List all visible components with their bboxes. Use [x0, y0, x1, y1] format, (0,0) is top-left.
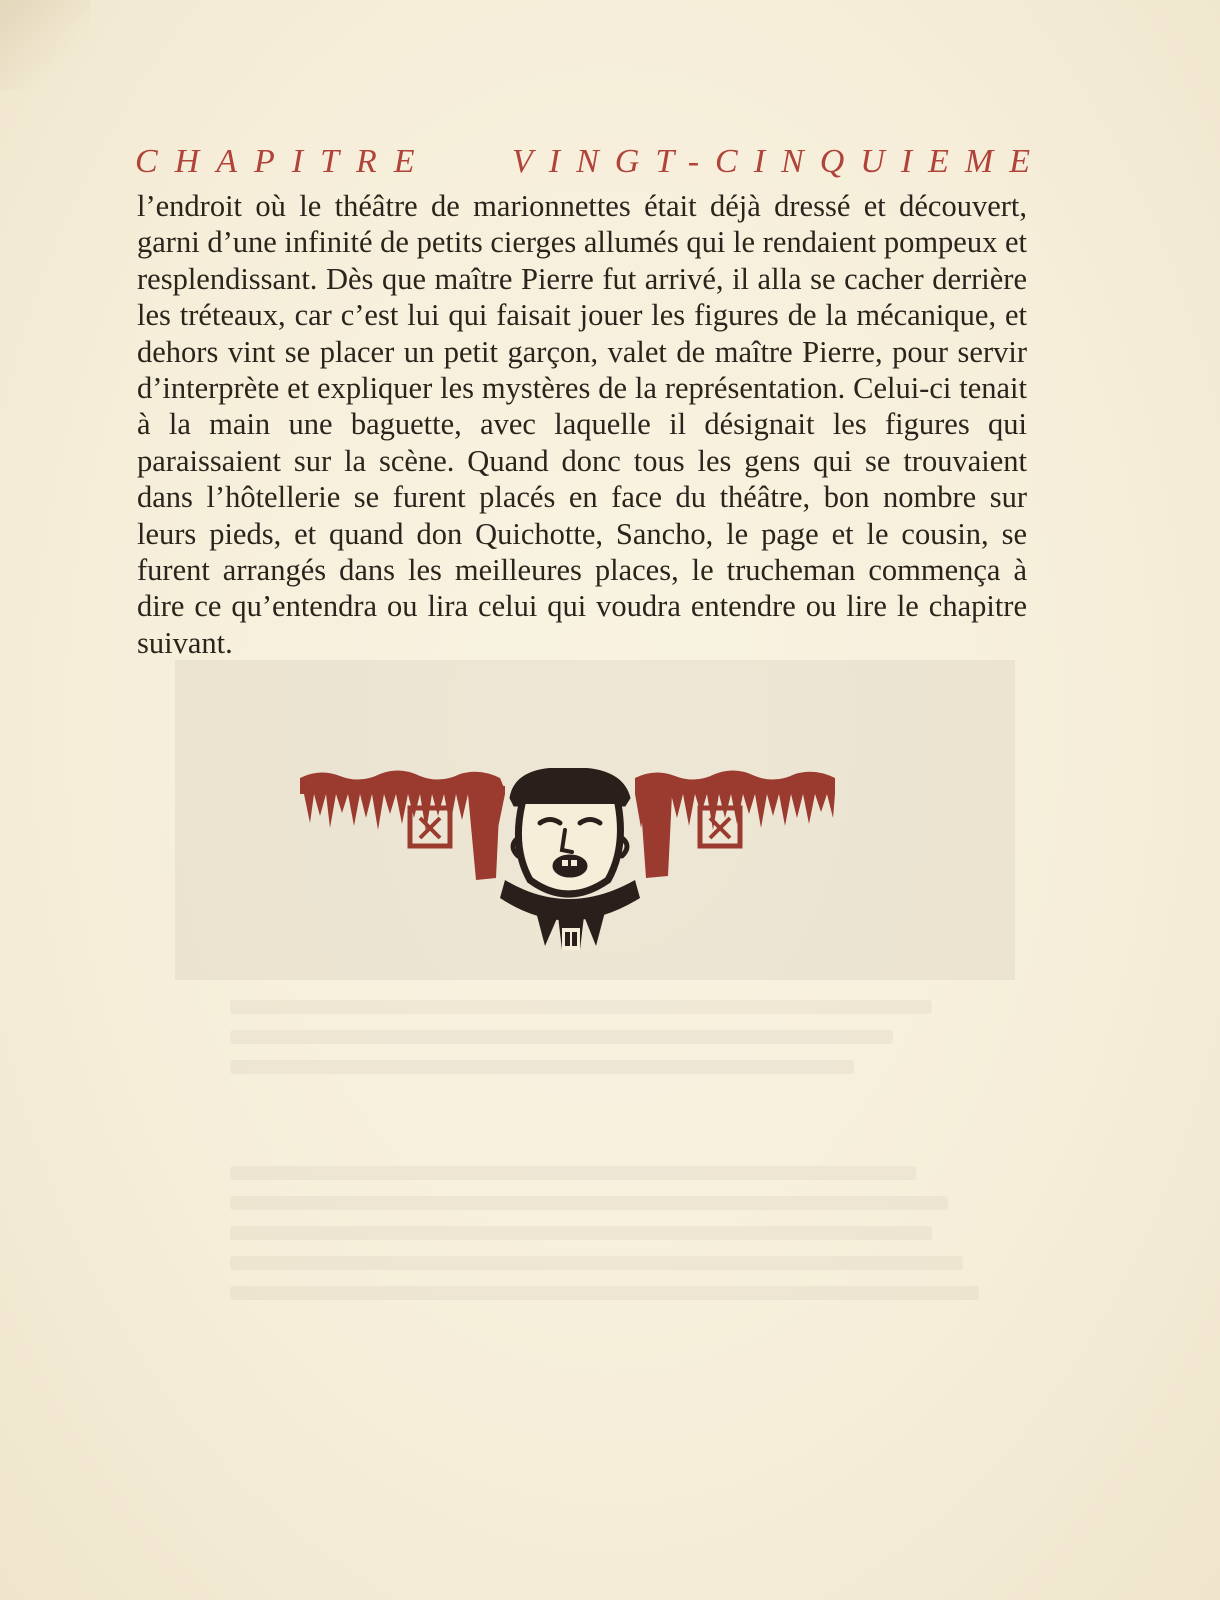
show-through-text: [230, 1000, 1010, 1380]
curtain-right: [635, 770, 835, 878]
body-paragraph: l’endroit où le théâtre de marionnettes était déjà dressé et découvert, garni d’une infinité de petits cierges allumés qui le rendaient pompeux et resplendissant. Dès que maître Pierre fut arrivé, il alla se cacher derrière les tréteaux, car c’est lui qui faisait jouer les figures de la mécanique, et dehors vint se placer un petit garçon, valet de maître Pierre, pour servir d’interprète et expliquer les mystères de la représentation. Celui-ci tenait à la main une baguette, avec laquelle il désignait les figures qui paraissaient sur la scène. Quand donc tous les gens qui se trouvaient dans l’hôtellerie se furent placés en face du théâtre, bon nombre sur leurs pieds, et quand don Quichotte, Sancho, le page et le cousin, se furent arrangés dans les meilleures places, le trucheman commença à dire ce qu’entendra ou lira celui qui voudra entendre ou lire le chapitre suivant.: [137, 189, 1027, 660]
chapter-heading-number: VINGT-CINQUIEME: [512, 143, 1046, 180]
chapter-heading-word: CHAPITRE: [135, 143, 432, 180]
chapter-heading: [135, 142, 1046, 182]
puppet-theatre-vignette-icon: [300, 768, 840, 968]
curtain-left: [300, 770, 505, 880]
puppet-face: [510, 768, 630, 894]
page-corner-shadow: [0, 0, 90, 90]
